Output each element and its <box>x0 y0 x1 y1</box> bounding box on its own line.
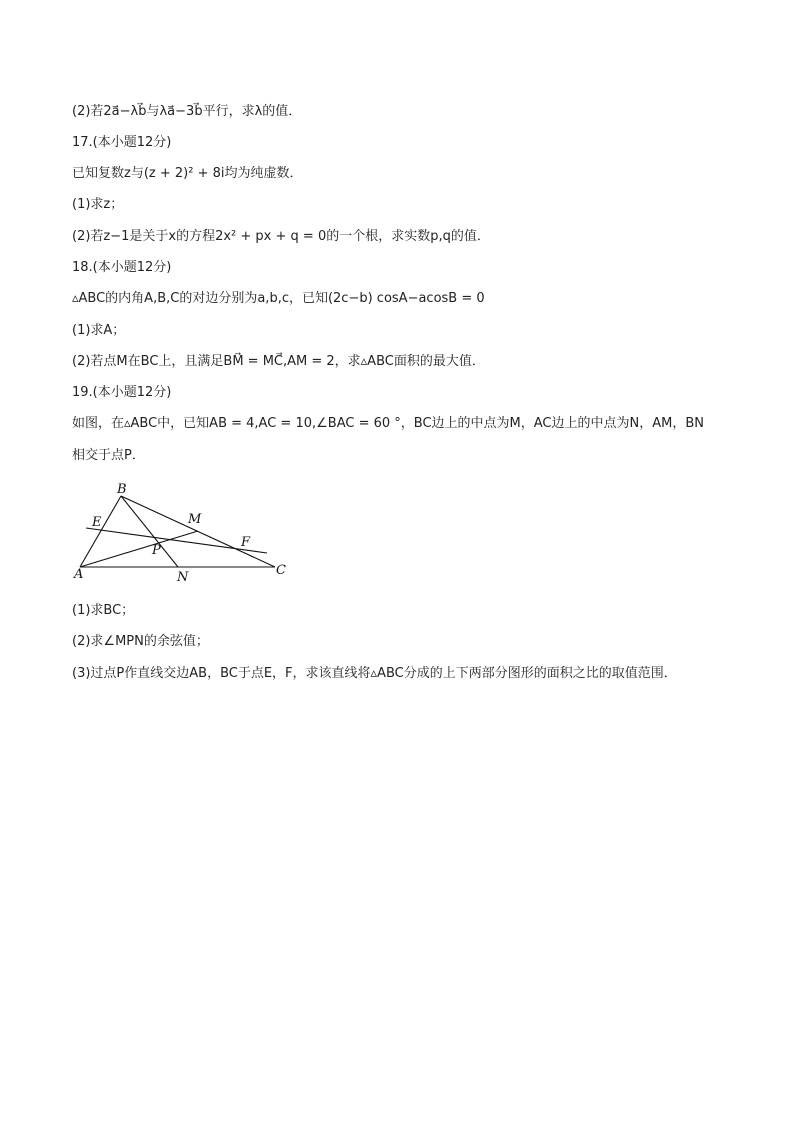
q18-heading: 18.(本小题12分) <box>72 260 172 275</box>
q17-stem: 已知复数z与(z + 2)² + 8i均为纯虚数． <box>72 166 303 181</box>
q19-part3: (3)过点P作直线交边AB，BC于点E，F，求该直线将▵ABC分成的上下两部分图形的面积之比的取值范围． <box>72 666 677 681</box>
q19-stem-line1: 如图，在▵ABC中，已知AB = 4,AC = 10,∠BAC = 60 °，BC边上的中点为M，AC边上的中点为N，AM，BN <box>72 416 704 431</box>
q17-part2: (2)若z−1是关于x的方程2x² + px + q = 0的一个根，求实数p,q的值． <box>72 229 490 244</box>
median-bn <box>121 496 178 567</box>
label-n: N <box>177 570 189 585</box>
q17-heading: 17.(本小题12分) <box>72 135 172 150</box>
q18-stem: ▵ABC的内角A,B,C的对边分别为a,b,c，已知(2c−b) cosA−acosB = 0 <box>72 291 485 306</box>
label-f: F <box>241 535 251 550</box>
label-b: B <box>117 482 127 497</box>
q17-part1: (1)求z； <box>72 197 124 212</box>
q19-heading: 19.(本小题12分) <box>72 385 172 400</box>
triangle-figure <box>70 478 295 588</box>
q19-part2: (2)求∠MPN的余弦值； <box>72 634 209 649</box>
label-a: A <box>74 567 84 582</box>
q16-part2: (2)若2a⃗−λb⃗与λa⃗−3b⃗平行，求λ的值． <box>72 104 302 119</box>
label-e: E <box>92 515 102 530</box>
line-ef <box>86 528 267 553</box>
label-p: P <box>152 543 161 558</box>
label-c: C <box>276 563 286 578</box>
q19-stem-line2: 相交于点P． <box>72 448 145 463</box>
q18-part1: (1)求A； <box>72 323 126 338</box>
label-m: M <box>188 512 202 527</box>
q18-part2: (2)若点M在BC上，且满足BM⃗ = MC⃗,AM = 2，求▵ABC面积的最大值． <box>72 354 485 369</box>
q19-part1: (1)求BC； <box>72 603 135 618</box>
